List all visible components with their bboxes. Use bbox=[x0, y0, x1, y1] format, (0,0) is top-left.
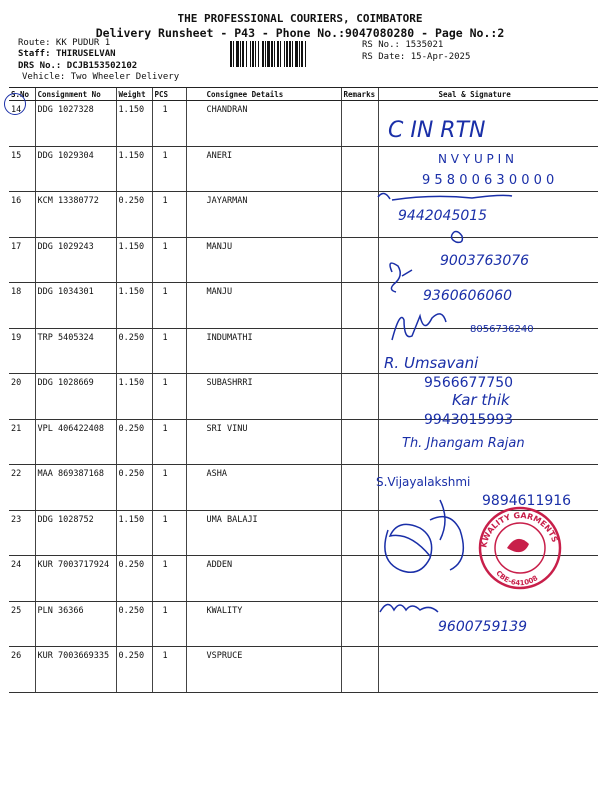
cell-remarks bbox=[341, 328, 378, 374]
cell-consignment-no: DDG 1029304 bbox=[35, 146, 116, 192]
rs-number: RS No.: 1535021 bbox=[362, 40, 444, 50]
table-row bbox=[9, 192, 598, 238]
cell-remarks bbox=[341, 601, 378, 647]
cell-remarks bbox=[341, 283, 378, 329]
route-line: Route: KK PUDUR 1 bbox=[18, 38, 111, 48]
cell-signature bbox=[378, 237, 598, 283]
cell-remarks bbox=[341, 510, 378, 556]
cell-consignee: ANERI bbox=[186, 146, 341, 192]
hw-row15-phone: 9 5 8 0 0 6 3 0 0 0 0 bbox=[422, 173, 555, 188]
table-row bbox=[9, 374, 598, 420]
runsheet-title: Delivery Runsheet - P43 - Phone No.:9047080280 - Page No.:2 bbox=[95, 26, 505, 40]
staff-line bbox=[18, 49, 116, 60]
col-header-consignment: Consignment No bbox=[35, 88, 116, 101]
hw-row23-name: S.Vijayalakshmi bbox=[376, 475, 471, 489]
cell-consignee: VSPRUCE bbox=[186, 647, 341, 693]
hw-row16-phone: 9442045015 bbox=[398, 208, 488, 224]
cell-consignment-no: DDG 1029243 bbox=[35, 237, 116, 283]
staff-value: THIRUSELVAN bbox=[55, 49, 116, 59]
cell-sno: 21 bbox=[9, 419, 35, 465]
cell-consignment-no: TRP 5405324 bbox=[35, 328, 116, 374]
cell-consignment-no: DDG 1028752 bbox=[35, 510, 116, 556]
cell-signature bbox=[378, 101, 598, 147]
table-row bbox=[9, 237, 598, 283]
cell-consignee: MANJU bbox=[186, 237, 341, 283]
cell-pcs: 1 bbox=[152, 192, 186, 238]
cell-remarks bbox=[341, 146, 378, 192]
col-header-pcs: PCS bbox=[152, 88, 186, 101]
cell-signature bbox=[378, 374, 598, 420]
cell-pcs: 1 bbox=[152, 146, 186, 192]
cell-consignee: KWALITY bbox=[186, 601, 341, 647]
table-row bbox=[9, 146, 598, 192]
cell-weight: 0.250 bbox=[116, 192, 152, 238]
table-row bbox=[9, 601, 598, 647]
cell-sno: 16 bbox=[9, 192, 35, 238]
cell-remarks bbox=[341, 419, 378, 465]
cell-pcs: 1 bbox=[152, 374, 186, 420]
cell-weight: 1.150 bbox=[116, 374, 152, 420]
cell-consignee: MANJU bbox=[186, 283, 341, 329]
cell-sno: 14 bbox=[9, 101, 35, 147]
cell-pcs: 1 bbox=[152, 601, 186, 647]
col-header-weight: Weight bbox=[116, 88, 152, 101]
company-title: THE PROFESSIONAL COURIERS, COIMBATORE bbox=[177, 12, 423, 25]
cell-sno: 26 bbox=[9, 647, 35, 693]
cell-sno: 23 bbox=[9, 510, 35, 556]
cell-consignee: CHANDRAN bbox=[186, 101, 341, 147]
cell-remarks bbox=[341, 101, 378, 147]
cell-remarks bbox=[341, 192, 378, 238]
cell-signature bbox=[378, 601, 598, 647]
hw-row23-phone: 9894611916 bbox=[482, 493, 572, 509]
runsheet-table bbox=[9, 87, 598, 693]
col-header-signature: Seal & Signature bbox=[378, 88, 598, 101]
hw-row17-phone: 9003763076 bbox=[440, 253, 530, 269]
cell-remarks bbox=[341, 556, 378, 602]
cell-consignee: JAYARMAN bbox=[186, 192, 341, 238]
cell-weight: 0.250 bbox=[116, 556, 152, 602]
cell-consignment-no: KUR 7003669335 bbox=[35, 647, 116, 693]
table-row bbox=[9, 283, 598, 329]
cell-weight: 0.250 bbox=[116, 647, 152, 693]
cell-sno: 20 bbox=[9, 374, 35, 420]
cell-signature bbox=[378, 192, 598, 238]
cell-sno: 19 bbox=[9, 328, 35, 374]
cell-consignee: INDUMATHI bbox=[186, 328, 341, 374]
barcode bbox=[230, 41, 354, 67]
hw-row20-name: R. Umsavani bbox=[384, 354, 479, 372]
row-circle-mark bbox=[4, 93, 26, 115]
cell-pcs: 1 bbox=[152, 237, 186, 283]
cell-signature bbox=[378, 465, 598, 511]
cell-sno: 15 bbox=[9, 146, 35, 192]
vehicle-line: Vehicle: Two Wheeler Delivery bbox=[22, 72, 180, 82]
hw-row26-phone: 9600759139 bbox=[438, 619, 528, 635]
cell-consignee: ADDEN bbox=[186, 556, 341, 602]
cell-pcs: 1 bbox=[152, 556, 186, 602]
cell-consignment-no: MAA 869387168 bbox=[35, 465, 116, 511]
table-header-row bbox=[9, 88, 598, 101]
cell-consignment-no: KUR 7003717924 bbox=[35, 556, 116, 602]
cell-sno: 25 bbox=[9, 601, 35, 647]
cell-weight: 0.250 bbox=[116, 328, 152, 374]
cell-pcs: 1 bbox=[152, 283, 186, 329]
cell-remarks bbox=[341, 237, 378, 283]
hw-row18-phone: 9360606060 bbox=[423, 288, 513, 304]
cell-consignment-no: PLN 36366 bbox=[35, 601, 116, 647]
cell-remarks bbox=[341, 465, 378, 511]
rs-date: RS Date: 15-Apr-2025 bbox=[362, 52, 471, 62]
cell-consignment-no: DDG 1034301 bbox=[35, 283, 116, 329]
cell-signature bbox=[378, 647, 598, 693]
cell-remarks bbox=[341, 374, 378, 420]
table-row bbox=[9, 556, 598, 602]
staff-label: Staff: bbox=[18, 49, 51, 59]
cell-consignee: ASHA bbox=[186, 465, 341, 511]
cell-signature bbox=[378, 419, 598, 465]
table-row bbox=[9, 419, 598, 465]
cell-sno: 17 bbox=[9, 237, 35, 283]
drs-line bbox=[18, 61, 137, 72]
cell-weight: 1.150 bbox=[116, 510, 152, 556]
cell-consignment-no: KCM 13380772 bbox=[35, 192, 116, 238]
cell-consignment-no: VPL 406422408 bbox=[35, 419, 116, 465]
table-row bbox=[9, 647, 598, 693]
hw-row21-name: Kar thik bbox=[452, 391, 510, 409]
col-header-consignee: Consignee Details bbox=[186, 88, 341, 101]
cell-weight: 1.150 bbox=[116, 237, 152, 283]
hw-row22-name: Th. Jhangam Rajan bbox=[402, 436, 525, 451]
cell-consignee: SRI VINU bbox=[186, 419, 341, 465]
table-row bbox=[9, 328, 598, 374]
cell-pcs: 1 bbox=[152, 647, 186, 693]
cell-pcs: 1 bbox=[152, 510, 186, 556]
cell-weight: 1.150 bbox=[116, 283, 152, 329]
cell-sno: 18 bbox=[9, 283, 35, 329]
cell-consignment-no: DDG 1027328 bbox=[35, 101, 116, 147]
col-header-remarks: Remarks bbox=[341, 88, 378, 101]
cell-signature bbox=[378, 556, 598, 602]
cell-pcs: 1 bbox=[152, 419, 186, 465]
cell-weight: 0.250 bbox=[116, 419, 152, 465]
cell-signature bbox=[378, 146, 598, 192]
cell-signature bbox=[378, 328, 598, 374]
table-row bbox=[9, 465, 598, 511]
cell-sno: 22 bbox=[9, 465, 35, 511]
hw-row20-phone: 9566677750 bbox=[424, 375, 514, 391]
cell-consignment-no: DDG 1028669 bbox=[35, 374, 116, 420]
cell-signature bbox=[378, 510, 598, 556]
drs-value: DCJB153502102 bbox=[66, 61, 138, 71]
cell-consignee: SUBASHRRI bbox=[186, 374, 341, 420]
hw-row21-phone: 9943015993 bbox=[424, 412, 514, 428]
cell-pcs: 1 bbox=[152, 328, 186, 374]
cell-weight: 1.150 bbox=[116, 101, 152, 147]
cell-pcs: 1 bbox=[152, 465, 186, 511]
cell-signature bbox=[378, 283, 598, 329]
drs-label: DRS No.: bbox=[18, 61, 62, 71]
hw-row15: N V Y U P I N bbox=[438, 152, 514, 166]
cell-sno: 24 bbox=[9, 556, 35, 602]
table-row bbox=[9, 101, 598, 147]
cell-weight: 0.250 bbox=[116, 465, 152, 511]
cell-remarks bbox=[341, 647, 378, 693]
table-row bbox=[9, 510, 598, 556]
hw-row19-phone: 8056736240 bbox=[470, 324, 534, 335]
cell-weight: 1.150 bbox=[116, 146, 152, 192]
cell-pcs: 1 bbox=[152, 101, 186, 147]
col-header-sno: S.No bbox=[9, 88, 35, 101]
stamp-top-text: KWALITY GARMENTS bbox=[479, 510, 560, 549]
cell-consignee: UMA BALAJI bbox=[186, 510, 341, 556]
stamp-bottom-text: CBE-641008 bbox=[494, 569, 540, 588]
cell-weight: 0.250 bbox=[116, 601, 152, 647]
hw-row14: C IN RTN bbox=[388, 118, 486, 143]
